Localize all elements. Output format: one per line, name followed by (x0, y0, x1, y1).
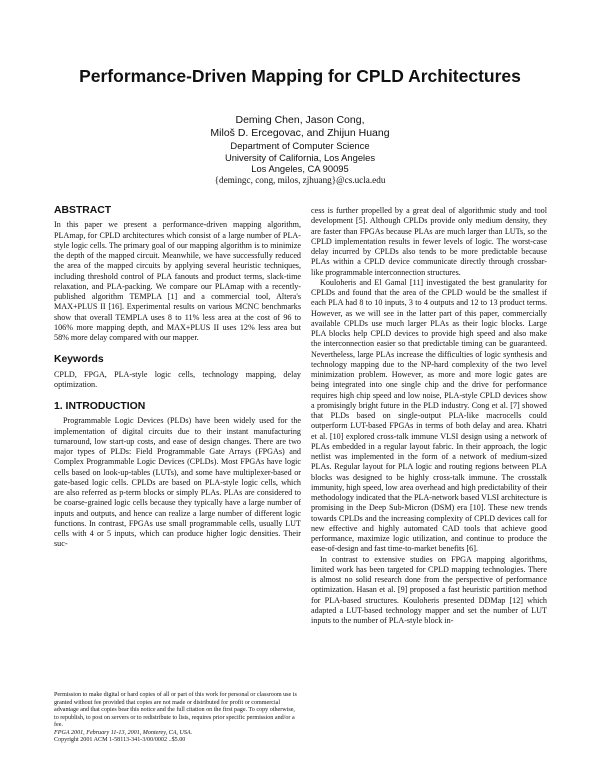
abstract-text: In this paper we present a performance-driven mapping algorithm, PLAmap, for CPLD architectures which consist of a large number of PLA-style logic cells. The primary goal of our mapping algorithm is to minimize the depth of the mapped circuit. Meanwhile, we have successfully reduced the area of the mapped circuits by applying several heuristic techniques, including threshold control of PLA fanouts and product terms, slack-time relaxation, and PLA-packing. We compare our PLAmap with a recently-published algorithm TEMPLA [1] and a commercial tool, Altera's MAX+PLUS II [16]. Experimental results on various MCNC benchmarks show that overall TEMPLA uses 8 to 11% less area at the cost of 96 to 106% more mapping depth, and MAX+PLUS II uses 12% less area but 58% more delay compared with our mapper. (54, 220, 301, 342)
permission-text: Permission to make digital or hard copies of all or part of this work for personal or classroom use is granted without fee provided that copies are not made or distributed for profit or commercial advantage and that copies bear this notice and the full citation on the first page. To copy otherwise, to republish, to post on servers or to redistribute to lists, requires prior specific permission and/or a fee. (54, 692, 297, 728)
permission-footnote (54, 692, 301, 745)
intro-paragraph-1-continued: cess is further propelled by a great deal of algorithmic study and tool development [5]. Although CPLDs provide only medium density, they are faster than FPGAs because PLAs are much larger than LUTs, so the CPLD implementation results in fewer levels of logic. The worst-case delay incurred by CPLDs also tends to be more predictable because PLAs within a CPLD device communicate directly through crossbar-like programmable interconnection structures. (311, 206, 547, 277)
author-names-line1: Deming Chen, Jason Cong, (235, 114, 365, 126)
abstract-heading: ABSTRACT (54, 205, 112, 216)
keywords-text: CPLD, FPGA, PLA-style logic cells, technology mapping, delay optimization. (54, 369, 301, 389)
university: University of California, Los Angeles (224, 151, 376, 163)
left-column (54, 206, 301, 550)
venue-text: FPGA 2001, February 11-13, 2001, Monterey, CA, USA. (54, 729, 193, 736)
department: Department of Computer Science (230, 140, 370, 151)
intro-paragraph-3: In contrast to extensive studies on FPGA mapping algorithms, limited work has been targeted for CPLD mapping technologies. There is almost no solid research done from the perspective of performance optimization. Hasan et al. [9] proposed a fast heuristic partition method for PLA-based structures. Kouloheris presented DDMap [12] which adapted a LUT-based technology mapper and set the number of LUT inputs to the number of PLA-style block in- (311, 554, 547, 625)
author-email: {demingc, cong, milos, zjhuang}@cs.ucla.edu (214, 175, 386, 185)
introduction-heading: 1. INTRODUCTION (54, 401, 146, 412)
copyright-text: Copyright 2001 ACM 1-58113-341-3/00/0002 ..$5.00 (54, 737, 186, 743)
author-block (0, 114, 600, 175)
paper-title: Performance-Driven Mapping for CPLD Architectures (79, 66, 521, 86)
right-column (311, 206, 547, 626)
intro-paragraph-1: Programmable Logic Devices (PLDs) have been widely used for the implementation of digital circuits due to their instant manufacturing turnaround, low start-up costs, and ease of design changes. There are two major types of PLDs: Field Programmable Gate Arrays (FPGAs) and Complex Programmable Logic Devices (CPLDs). Most FPGAs have logic cells based on look-up-tables (LUTs), and some have multiplexer-based or gate-based logic cells. CPLDs are based on PLA-style logic cells, which are also referred as p-term blocks or simply PLAs. PLAs are considered to be coarse-grained logic cells because they typically have a large number of inputs and outputs, and hence can realize a large number of different logic functions. In contrast, FPGAs use small programmable cells, usually LUT cells with 4 or 5 inputs, which can produce higher logic densities. Their suc- (54, 416, 301, 549)
intro-paragraph-2: Kouloheris and El Gamal [11] investigated the best granularity for CPLDs and found that the area of the CPLD would be the smallest if each PLA had 8 to 10 inputs, 3 to 4 outputs and 12 to 13 product terms. However, as we will see in the latter part of this paper, commercially available CPLDs use much larger PLAs as their logic blocks. Large PLA blocks help CPLD devices to provide high speed and also make the interconnection easier so that predictable timing can be guaranteed. Nevertheless, large PLAs increase the difficulties of logic synthesis and technology mapping due to the NP-hard complexity of the two level minimization problem. However, as more and more logic gates are being integrated into one single chip and the drive for performance requires high chip speed and low noise, PLA-style CPLD devices show a promisingly bright future in the PLD industry. Cong et al. [7] showed that PLDs based on single-output PLA-like macrocells could outperform LUT-based FPGAs in terms of both delay and area. Khatri et al. [10] explored cross-talk immune VLSI design using a network of PLAs embedded in a regular layout fabric. In their approach, the logic netlist was implemented in the form of a network of medium-sized PLAs. Regular layout for PLA logic and routing regions between PLA blocks was designed to be highly cross-talk immune. The crosstalk immunity, high speed, low area overhead and high predictability of their methodology indicated that the PLA-network based VLSI architecture is promising in the Deep Sub-Micron (DSM) era [10]. These new trends towards CPLDs and the increasing complexity of CPLD devices call for new effective and highly automated CAD tools that achieve good performance, maximize logic utilization, and continue to produce the ease-of-design and fast time-to-market benefits [6]. (311, 277, 547, 554)
keywords-heading: Keywords (54, 354, 104, 366)
city: Los Angeles, CA 90095 (251, 163, 349, 175)
author-names-line2: Miloš D. Ercegovac, and Zhijun Huang (210, 127, 390, 139)
